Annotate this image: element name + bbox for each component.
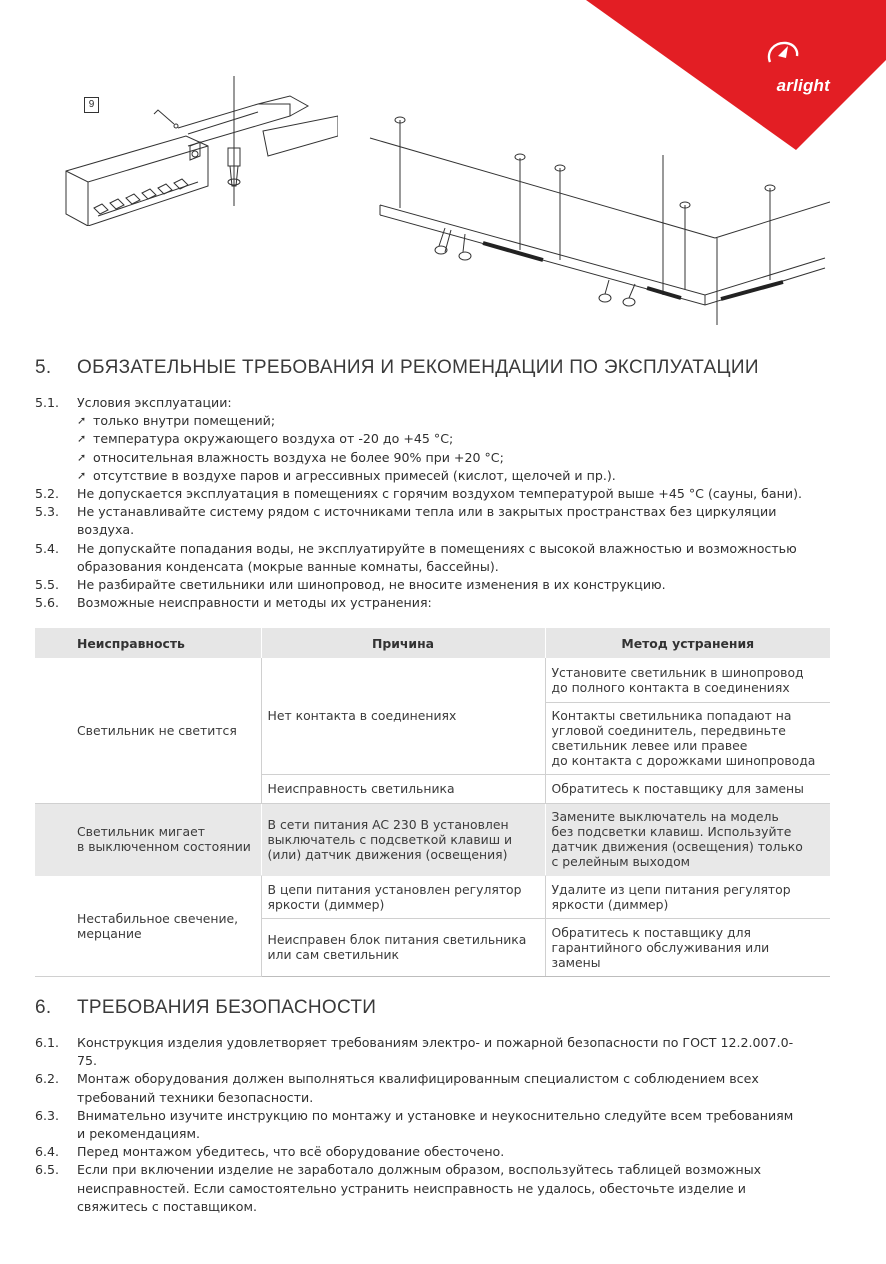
list-item: 6.5. Если при включении изделие не заработало должным образом, воспользуйтесь таблицей возможных неисправностей. Если самостоятельно устранить неисправность не удалось, обесточьте изделие и свяжитесь с поставщиком. xyxy=(35,1162,762,1214)
list-item: 5.5. Не разбирайте светильники или шинопровод, не вносите изменения в их конструкцию. xyxy=(35,577,666,593)
column-header: Неисправность xyxy=(35,628,261,658)
list-item: 5.3. Не устанавливайте систему рядом с источниками тепла или в закрытых пространствах без циркуляции воздуха. xyxy=(35,504,777,538)
step-number: 9 xyxy=(84,97,99,113)
table-row xyxy=(35,803,830,875)
section-5-list xyxy=(35,394,835,612)
fix-cell: Установите светильник в шинопровод до полного контакта в соединениях xyxy=(545,658,830,702)
problem-cell: Светильник мигает в выключенном состоянии xyxy=(35,803,261,875)
cause-cell: Нет контакта в соединениях xyxy=(261,658,545,774)
list-item: 5.6. Возможные неисправности и методы их устранения: xyxy=(35,595,432,611)
bullet-item: ➚ температура окружающего воздуха от -20 до +45 °С; xyxy=(77,430,835,448)
column-header: Метод устранения xyxy=(545,628,830,658)
section-5-title: 5. ОБЯЗАТЕЛЬНЫЕ ТРЕБОВАНИЯ И РЕКОМЕНДАЦИИ ПО ЭКСПЛУАТАЦИИ xyxy=(35,357,759,378)
list-item: 5.4. Не допускайте попадания воды, не эксплуатируйте в помещениях с высокой влажностью и возможностью образования конденсата (мокрые ванные комнаты, бассейны). xyxy=(35,540,797,574)
cause-cell: Неисправность светильника xyxy=(261,774,545,803)
table-row xyxy=(35,875,830,918)
brand-logo: arlight xyxy=(776,76,830,95)
table-row xyxy=(35,658,830,702)
bullet-item: ➚ относительная влажность воздуха не более 90% при +20 °С; xyxy=(77,449,835,467)
logo-swoosh-icon xyxy=(764,40,800,70)
track-mounting-illustration xyxy=(58,76,338,226)
fix-cell: Обратитесь к поставщику для гарантийного обслуживания или замены xyxy=(545,918,830,976)
arrow-bullet-icon: ➚ xyxy=(77,432,87,446)
list-item: 5.2. Не допускается эксплуатация в помещениях с горячим воздухом температурой выше +45 °С (сауны, бани). xyxy=(35,486,802,502)
section-6-title: 6. ТРЕБОВАНИЯ БЕЗОПАСНОСТИ xyxy=(35,997,377,1018)
list-item: 6.4. Перед монтажом убедитесь, что всё оборудование обесточено. xyxy=(35,1144,505,1160)
conditions-list xyxy=(77,412,835,485)
column-header: Причина xyxy=(261,628,545,658)
problem-cell: Светильник не светится xyxy=(35,658,261,803)
arrow-bullet-icon: ➚ xyxy=(77,450,87,464)
cause-cell: В сети питания AC 230 В установлен выключатель с подсветкой клавиш и (или) датчик движения (освещения) xyxy=(261,803,545,875)
bullet-item: ➚ отсутствие в воздухе паров и агрессивных примесей (кислот, щелочей и пр.). xyxy=(77,467,835,485)
list-item: 6.2. Монтаж оборудования должен выполняться квалифицированным специалистом с соблюдением всех требований техники безопасности. xyxy=(35,1071,759,1105)
cause-cell: В цепи питания установлен регулятор яркости (диммер) xyxy=(261,875,545,918)
problem-cell: Нестабильное свечение, мерцание xyxy=(35,875,261,976)
table-header-row xyxy=(35,628,830,658)
arrow-bullet-icon: ➚ xyxy=(77,468,87,482)
section-6-list xyxy=(35,1034,805,1216)
fix-cell: Обратитесь к поставщику для замены xyxy=(545,774,830,803)
bullet-item: ➚ только внутри помещений; xyxy=(77,412,835,430)
list-item: 6.3. Внимательно изучите инструкцию по монтажу и установке и неукоснительно следуйте всем требованиям и рекомендациям. xyxy=(35,1107,794,1142)
fault-table xyxy=(35,628,830,977)
list-item: 6.1. Конструкция изделия удовлетворяет требованиям электро- и пожарной безопасности по ГОСТ 12.2.007.0-75. xyxy=(35,1035,794,1069)
track-system-ceiling-illustration xyxy=(365,110,830,325)
fix-cell: Замените выключатель на модель без подсветки клавиш. Используйте датчик движения (освещения) только с релейным выходом xyxy=(545,803,830,875)
arrow-bullet-icon: ➚ xyxy=(77,414,87,428)
fix-cell: Контакты светильника попадают на угловой соединитель, передвиньте светильник левее или правее до контакта с дорожками шинопровода xyxy=(545,702,830,774)
cause-cell: Неисправен блок питания светильника или сам светильник xyxy=(261,918,545,976)
fix-cell: Удалите из цепи питания регулятор яркости (диммер) xyxy=(545,875,830,918)
list-item: 5.1. Условия эксплуатации: ➚ только внутри помещений; ➚ температура окружающего воздуха от -20 до +45 °С; ➚ относительная влажность воздуха не более 90% при +20 °С; ➚ отсутствие в воздухе паров и агрессивных примесей (кислот, щелочей и пр.). xyxy=(35,394,835,485)
